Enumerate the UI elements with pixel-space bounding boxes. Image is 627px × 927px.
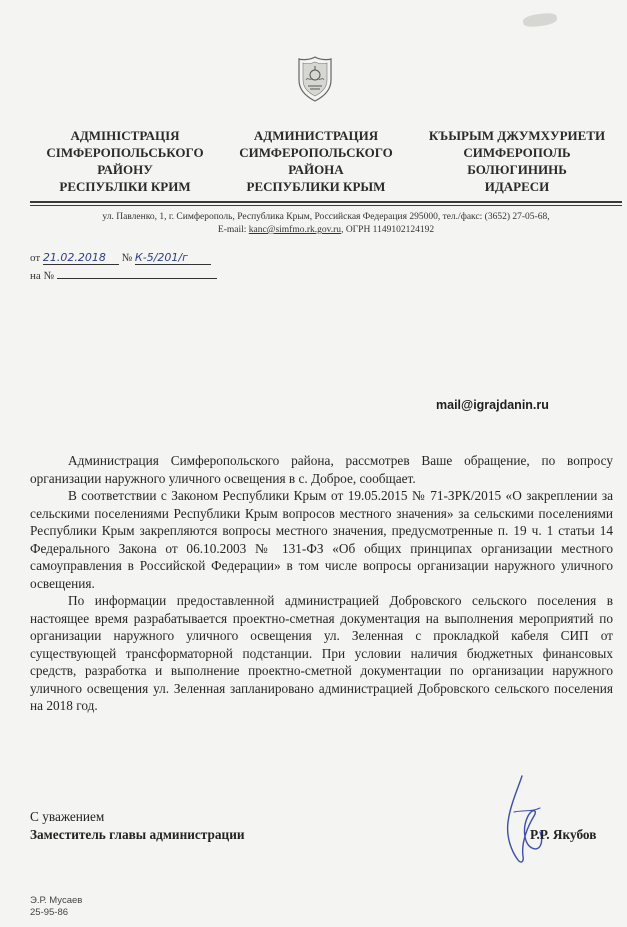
closing-regards: С уважением [30, 809, 105, 824]
header-ukr-line: СІМФЕРОПОЛЬСЬКОГО [46, 145, 204, 160]
handwritten-number: К-5/201/г [135, 251, 211, 265]
header-ukr-line: РЕСПУБЛІКИ КРИМ [59, 179, 191, 194]
email-label: E-mail: [217, 225, 249, 235]
header-ukr-line: РАЙОНУ [97, 162, 153, 177]
ogrn-text: , ОГРН 1149102124192 [341, 225, 435, 235]
reference-blank-line [57, 268, 217, 279]
address-block [30, 211, 622, 237]
to-label: на № [30, 270, 55, 282]
contact-line [30, 224, 622, 237]
header-divider-thick [30, 201, 622, 203]
address-line: ул. Павленко, 1, г. Симферополь, Республика Крым, Российская Федерация 295000, тел./факс: (3652) 27-05-68, [102, 212, 550, 222]
header-crh-line: ИДАРЕСИ [484, 179, 550, 194]
header-crh-line: БОЛЮГИНИНЬ [467, 162, 567, 177]
executor-name: Э.Р. Мусаев [30, 895, 83, 906]
executor-phone: 25-95-86 [30, 907, 69, 918]
email-link[interactable]: kanc@simfmo.rk.gov.ru [248, 225, 342, 235]
header-russian [226, 127, 406, 195]
header-ukrainian [40, 127, 210, 195]
incoming-reference [30, 268, 217, 282]
coat-of-arms-icon [298, 56, 332, 102]
header-rus-line: РАЙОНА [288, 162, 344, 177]
handwritten-date: 21.02.2018 [43, 251, 119, 265]
scan-smudge [522, 12, 557, 29]
signatory-position: Заместитель главы администрации [30, 827, 245, 842]
recipient-email: mail@igrajdanin.ru [436, 398, 549, 412]
executor-block [30, 895, 82, 919]
outgoing-reference [30, 251, 211, 265]
signatory-name: Р.Р. Якубов [530, 827, 597, 842]
header-rus-line: СИМФЕРОПОЛЬСКОГО [239, 145, 393, 160]
header-ukr-line: АДМІНІСТРАЦІЯ [70, 128, 180, 143]
from-label: от [30, 252, 41, 264]
body-paragraph: По информации предоставленной администрацией Добровского сельского поселения в настоящее время разрабатывается проектно-сметная документация на выполнения мероприятий по организации наружного уличного освещения ул. Зеленная с прокладкой кабеля СИП от существующей трансформаторной подстанции. При условии наличия бюджетных финансовых средств, разработка и выполнение проектно-сметной документации по организации наружного уличного освещения ул. Зеленная запланировано администрацией Добровского сельского поселения на 2018 год. [30, 593, 613, 713]
header-crimean-tatar [414, 127, 620, 195]
header-rus-line: АДМИНИСТРАЦИЯ [253, 128, 379, 143]
header-crh-line: СИМФЕРОПОЛЬ [463, 145, 571, 160]
number-label: № [121, 252, 133, 264]
body-paragraph: В соответствии с Законом Республики Крым от 19.05.2015 № 71-ЗРК/2015 «О закреплении за сельскими поселениями Республики Крым вопросов местного значения» за сельскими поселениями Республики Крым закрепляются вопросы местного значения, предусмотренные п. 19 ч. 1 статьи 14 Федерального Закона от 06.10.2003 № 131-ФЗ «Об общих принципах организации местного самоуправления в Российской Федерации» в том числе вопросы организации наружного уличного освещения. [30, 488, 613, 591]
header-rus-line: РЕСПУБЛИКИ КРЫМ [246, 179, 386, 194]
handwritten-signature [488, 772, 558, 868]
header-divider-thin [30, 205, 622, 206]
header-crh-line: КЪЫРЫМ ДЖУМХУРИЕТИ [428, 128, 606, 143]
letter-body [30, 452, 613, 715]
body-paragraph: Администрация Симферопольского района, рассмотрев Ваше обращение, по вопросу организации наружного уличного освещения в с. Доброе, сообщает. [30, 453, 613, 486]
